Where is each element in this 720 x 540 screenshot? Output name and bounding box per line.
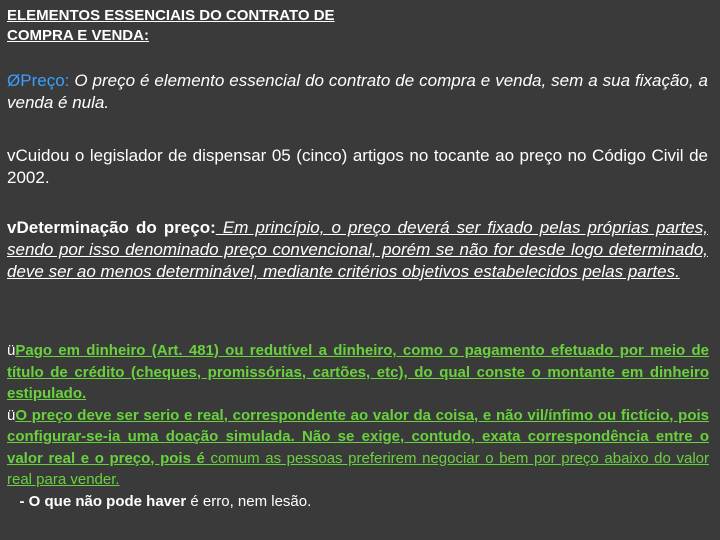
checklist-item-dinheiro (7, 340, 709, 405)
slide-title (7, 6, 447, 46)
diamond-bullet-icon: v (7, 146, 16, 165)
legislador-text: Cuidou o legislador de dispensar 05 (cinco) artigos no tocante ao preço no Código Civil de 2002. (7, 146, 708, 187)
paragraph-preco (7, 70, 708, 114)
paragraph-determinacao (7, 217, 708, 283)
determinacao-term: Determinação do preço: (16, 218, 216, 237)
checklist-block (7, 340, 709, 512)
serio-text-plain: comum as pessoas preferirem negociar o bem por preço abaixo do valor real para vender. (7, 449, 709, 488)
dinheiro-text: Pago em dinheiro (Art. 481) ou redutível a dinheiro, como o pagamento efetuado por meio de título de crédito (cheques, promissórias, cartões, etc), do qual conste o montante em dinheiro estipulado. (7, 342, 709, 402)
serio-text-bold: O preço deve ser serio e real, correspondente ao valor da coisa, e não vil/ínfimo ou fictício, pois configurar-se-ia uma doação simulada. Não se exige, contudo, exata correspondência entre o valor real e o preço, pois é (7, 406, 709, 467)
erro-lesao-suffix: é erro, nem lesão. (186, 492, 312, 510)
title-line-2: COMPRA E VENDA: (7, 27, 149, 44)
title-line-1: ELEMENTOS ESSENCIAIS DO CONTRATO DE (7, 7, 335, 24)
erro-lesao-line (7, 491, 709, 513)
erro-lesao-prefix: - O que não pode haver (19, 492, 187, 510)
paragraph-legislador (7, 145, 708, 189)
diamond-bullet-icon: v (7, 218, 17, 237)
preco-text: O preço é elemento essencial do contrato de compra e venda, sem a sua fixação, a venda é nula. (7, 71, 708, 112)
check-icon: ü (7, 406, 16, 424)
preco-label: Preço: (20, 71, 70, 90)
determinacao-text: Em princípio, o preço deverá ser fixado pelas próprias partes, sendo por isso denominado preço convencional, porém se não for desde logo determinado, deve ser ao menos determinável, mediante critérios objetivos estabelecidos pelas partes. (7, 218, 708, 281)
arrow-bullet-icon: Ø (7, 71, 21, 90)
check-icon: ü (7, 342, 16, 359)
checklist-item-serio (7, 405, 709, 491)
